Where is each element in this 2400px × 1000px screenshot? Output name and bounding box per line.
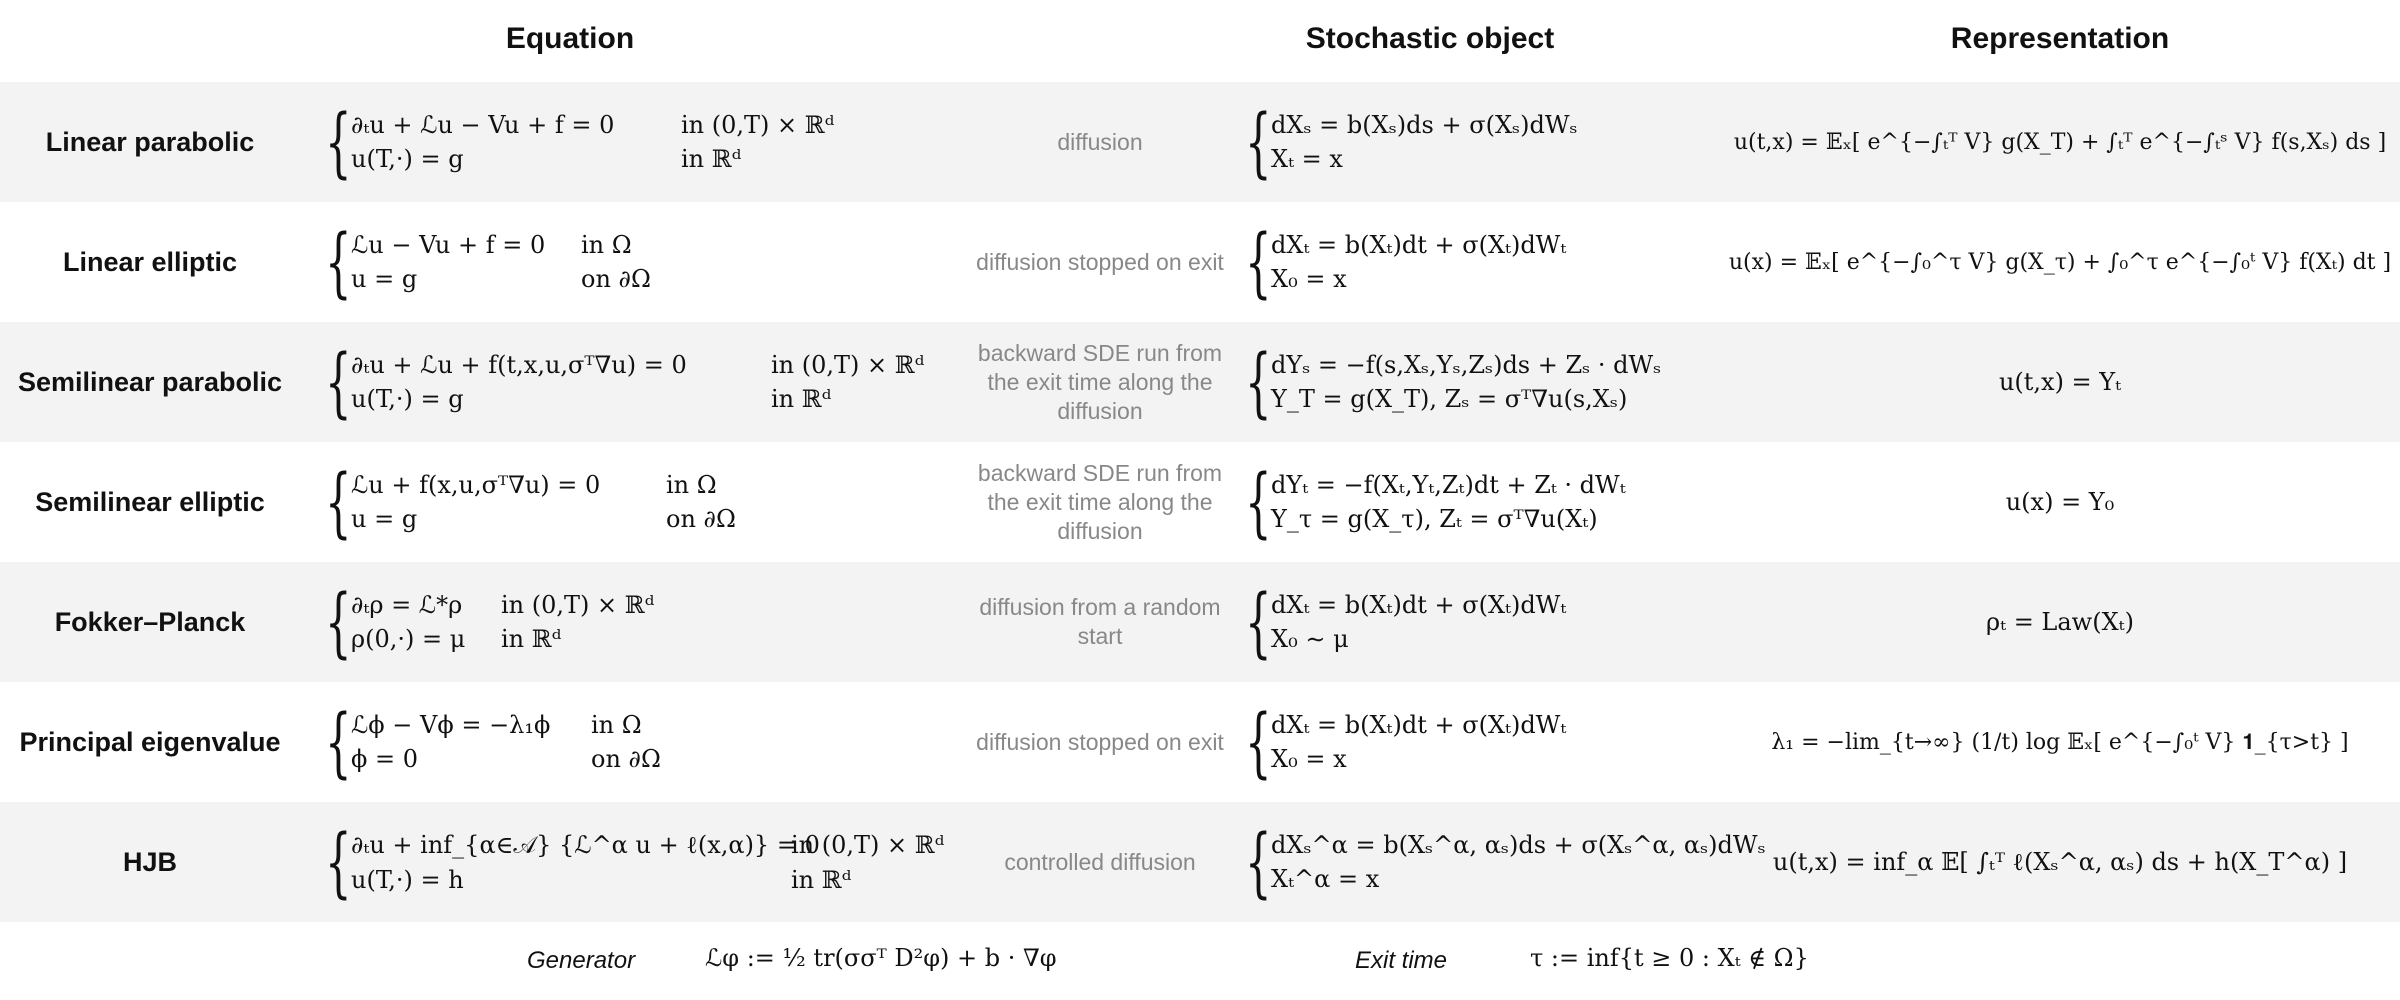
pde-equation: ℒu − Vu + f = 0 bbox=[351, 231, 546, 259]
left-brace: { bbox=[1245, 577, 1272, 666]
representation-formula: u(x) = Y₀ bbox=[2005, 488, 2115, 516]
pde-system bbox=[325, 562, 654, 682]
pde-domain: in (0,T) × ℝᵈ bbox=[681, 111, 835, 139]
left-brace: { bbox=[325, 217, 352, 306]
sde-system bbox=[1245, 202, 1566, 322]
sde-system bbox=[1245, 82, 1578, 202]
exit-time-formula: τ := inf{t ≥ 0 : Xₜ ∉ Ω} bbox=[1530, 944, 1809, 972]
pde-system bbox=[325, 802, 944, 922]
sde-dynamics: dXₛ^α = b(Xₛ^α, αₛ)ds + σ(Xₛ^α, αₛ)dWₛ bbox=[1271, 831, 1766, 859]
representation-formula-cell bbox=[1720, 442, 2400, 562]
representation-formula: u(t,x) = Yₜ bbox=[1998, 368, 2122, 396]
representation-formula-cell bbox=[1720, 802, 2400, 922]
left-brace: { bbox=[1245, 97, 1272, 186]
stochastic-description: diffusion stopped on exit bbox=[976, 728, 1224, 755]
pde-equation: ∂ₜu + inf_{α∈𝒜} {ℒ^α u + ℓ(x,α)} = 0 bbox=[351, 830, 820, 859]
row-name: Principal eigenvalue bbox=[19, 726, 281, 757]
representation-formula-cell bbox=[1720, 682, 2400, 802]
row-name: Semilinear elliptic bbox=[35, 486, 265, 517]
left-brace: { bbox=[325, 457, 352, 546]
pde-terminal-domain: in ℝᵈ bbox=[791, 865, 852, 894]
pde-boundary-condition: u(T,·) = g bbox=[351, 385, 464, 413]
sde-dynamics: dXₛ = b(Xₛ)ds + σ(Xₛ)dWₛ bbox=[1271, 111, 1578, 139]
row-name: Linear elliptic bbox=[62, 246, 238, 277]
representation-formula: u(t,x) = 𝔼ₓ[ e^{−∫ₜᵀ V} g(X_T) + ∫ₜᵀ e^{−∫ₜˢ V} f(s,Xₛ) ds ] bbox=[1733, 129, 2387, 155]
table-row bbox=[0, 562, 2400, 682]
pde-equation: ℒϕ − Vϕ = −λ₁ϕ bbox=[351, 711, 551, 739]
pde-boundary-condition: u = g bbox=[351, 265, 418, 293]
sde-dynamics: dXₜ = b(Xₜ)dt + σ(Xₜ)dWₜ bbox=[1271, 711, 1567, 739]
stochastic-description: diffusion bbox=[1057, 128, 1143, 155]
pde-equation: ∂ₜu + ℒu − Vu + f = 0 bbox=[351, 111, 615, 139]
pde-system bbox=[325, 442, 736, 562]
sde-system bbox=[1245, 562, 1566, 682]
representation-formula-cell bbox=[1720, 202, 2400, 322]
representation-formula: u(t,x) = inf_α 𝔼[ ∫ₜᵀ ℓ(Xₛ^α, αₛ) ds + h(X_T^α) ] bbox=[1772, 847, 2348, 876]
table-row bbox=[0, 202, 2400, 322]
left-brace: { bbox=[325, 97, 352, 186]
left-brace: { bbox=[325, 697, 352, 786]
sde-initial-condition: X₀ = x bbox=[1271, 265, 1347, 293]
pde-boundary-condition: u(T,·) = g bbox=[351, 145, 464, 173]
sde-system bbox=[1245, 442, 1626, 562]
pde-system bbox=[325, 202, 651, 322]
pde-boundary-domain: in ℝᵈ bbox=[681, 145, 742, 173]
table-body bbox=[0, 82, 2400, 922]
sde-dynamics: dXₜ = b(Xₜ)dt + σ(Xₜ)dWₜ bbox=[1271, 591, 1567, 619]
representation-formula-cell bbox=[1720, 322, 2400, 442]
pde-domain: in (0,T) × ℝᵈ bbox=[501, 591, 655, 619]
left-brace: { bbox=[325, 817, 352, 906]
pde-initial-domain: in ℝᵈ bbox=[501, 625, 562, 653]
left-brace: { bbox=[325, 577, 352, 666]
sde-system bbox=[1245, 322, 1661, 442]
sde-initial-condition: Xₜ = x bbox=[1271, 145, 1343, 173]
header-equation: Equation bbox=[505, 22, 635, 55]
pde-domain: in (0,T) × ℝᵈ bbox=[791, 830, 945, 859]
definitions-footer bbox=[0, 922, 2400, 1000]
left-brace: { bbox=[1245, 217, 1272, 306]
header-stochastic-object: Stochastic object bbox=[1305, 22, 1555, 55]
pde-domain: in Ω bbox=[666, 471, 717, 499]
pde-domain: in (0,T) × ℝᵈ bbox=[771, 351, 925, 379]
pde-boundary-domain: on ∂Ω bbox=[581, 265, 651, 293]
stochastic-description: backward SDE run from the exit time along the diffusion bbox=[977, 339, 1223, 424]
table-row bbox=[0, 82, 2400, 202]
pde-boundary-condition: ϕ = 0 bbox=[351, 745, 418, 773]
representation-formula: λ₁ = −lim_{t→∞} (1/t) log 𝔼ₓ[ e^{−∫₀ᵗ V} 𝟏_{τ>t} ] bbox=[1771, 729, 2349, 755]
left-brace: { bbox=[1245, 817, 1272, 906]
pde-system bbox=[325, 682, 661, 802]
representation-formula-cell bbox=[1720, 562, 2400, 682]
pde-terminal-condition: u(T,·) = h bbox=[351, 865, 464, 894]
row-name: Fokker–Planck bbox=[54, 606, 246, 637]
sde-system bbox=[1245, 802, 1766, 922]
left-brace: { bbox=[325, 337, 352, 426]
representation-formula: ρₜ = Law(Xₜ) bbox=[1986, 608, 2134, 636]
pde-system bbox=[325, 82, 834, 202]
pde-domain: in Ω bbox=[591, 711, 642, 739]
pde-boundary-domain: on ∂Ω bbox=[666, 505, 736, 533]
sde-dynamics: dYₜ = −f(Xₜ,Yₜ,Zₜ)dt + Zₜ · dWₜ bbox=[1271, 471, 1626, 499]
stochastic-description: controlled diffusion bbox=[1004, 848, 1196, 875]
representation-formula-cell bbox=[1720, 82, 2400, 202]
sde-dynamics: dYₛ = −f(s,Xₛ,Yₛ,Zₛ)ds + Zₛ · dWₛ bbox=[1271, 351, 1662, 379]
sde-terminal-condition: Y_T = g(X_T), Zₛ = σᵀ∇u(s,Xₛ) bbox=[1271, 385, 1628, 413]
left-brace: { bbox=[1245, 697, 1272, 786]
table-row bbox=[0, 322, 2400, 442]
stochastic-description: diffusion stopped on exit bbox=[976, 248, 1224, 275]
pde-equation: ℒu + f(x,u,σᵀ∇u) = 0 bbox=[351, 471, 601, 499]
row-name: HJB bbox=[122, 846, 177, 877]
left-brace: { bbox=[1245, 337, 1272, 426]
table-header bbox=[0, 0, 2400, 82]
pde-equation: ∂ₜρ = ℒ*ρ bbox=[351, 591, 463, 619]
sde-dynamics: dXₜ = b(Xₜ)dt + σ(Xₜ)dWₜ bbox=[1271, 231, 1567, 259]
row-name: Linear parabolic bbox=[45, 126, 255, 157]
sde-initial-distribution: X₀ ∼ μ bbox=[1271, 625, 1349, 653]
header-representation: Representation bbox=[1950, 22, 2170, 55]
pde-initial-condition: ρ(0,·) = μ bbox=[351, 625, 466, 653]
exit-time-label: Exit time bbox=[1355, 947, 1448, 974]
pde-system bbox=[325, 322, 924, 442]
generator-formula: ℒφ := ½ tr(σσᵀ D²φ) + b · ∇φ bbox=[705, 944, 1057, 972]
pde-boundary-domain: on ∂Ω bbox=[591, 745, 661, 773]
pde-equation: ∂ₜu + ℒu + f(t,x,u,σᵀ∇u) = 0 bbox=[351, 351, 687, 379]
pde-domain: in Ω bbox=[581, 231, 632, 259]
stochastic-description: backward SDE run from the exit time along the diffusion bbox=[977, 459, 1223, 544]
left-brace: { bbox=[1245, 457, 1272, 546]
sde-terminal-condition: Y_τ = g(X_τ), Zₜ = σᵀ∇u(Xₜ) bbox=[1271, 505, 1598, 533]
pde-boundary-domain: in ℝᵈ bbox=[771, 385, 832, 413]
table-row bbox=[0, 442, 2400, 562]
generator-label: Generator bbox=[527, 947, 636, 974]
sde-initial-condition: Xₜ^α = x bbox=[1271, 865, 1380, 893]
row-name: Semilinear parabolic bbox=[17, 366, 283, 397]
sde-system bbox=[1245, 682, 1566, 802]
representation-formula: u(x) = 𝔼ₓ[ e^{−∫₀^τ V} g(X_τ) + ∫₀^τ e^{−∫₀ᵗ V} f(Xₜ) dt ] bbox=[1728, 249, 2392, 275]
table-row bbox=[0, 682, 2400, 802]
stochastic-description: diffusion from a random start bbox=[979, 594, 1221, 649]
table-row bbox=[0, 802, 2400, 922]
pde-boundary-condition: u = g bbox=[351, 505, 418, 533]
sde-initial-condition: X₀ = x bbox=[1271, 745, 1347, 773]
